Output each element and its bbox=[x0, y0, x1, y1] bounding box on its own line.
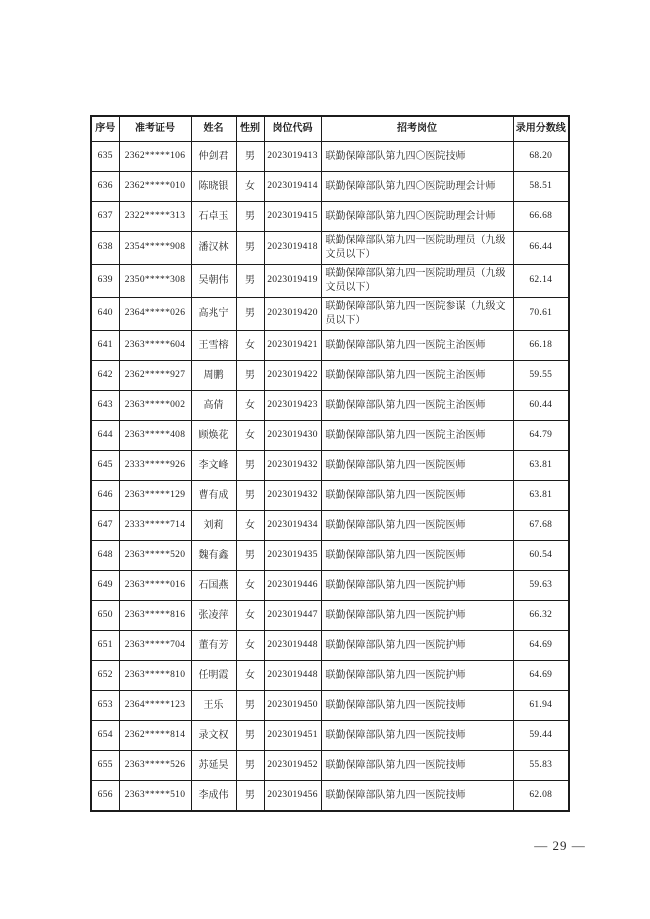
cell-col-admission-id: 2362*****106 bbox=[119, 142, 191, 172]
cell-col-admission-id: 2363*****604 bbox=[119, 331, 191, 361]
cell-col-gender: 女 bbox=[236, 601, 264, 631]
cell-col-name: 曹有成 bbox=[191, 481, 236, 511]
cell-col-name: 高倩 bbox=[191, 391, 236, 421]
cell-col-score: 59.63 bbox=[513, 571, 569, 601]
cell-col-name: 任明霞 bbox=[191, 661, 236, 691]
cell-col-post-title: 联勤保障部队第九四一医院医师 bbox=[321, 451, 513, 481]
cell-col-name: 董有芳 bbox=[191, 631, 236, 661]
table-body bbox=[91, 142, 569, 812]
cell-col-score: 64.79 bbox=[513, 421, 569, 451]
table-row bbox=[91, 202, 569, 232]
cell-col-name: 录文权 bbox=[191, 721, 236, 751]
cell-col-admission-id: 2363*****704 bbox=[119, 631, 191, 661]
cell-col-post-code: 2023019423 bbox=[264, 391, 321, 421]
cell-col-post-title: 联勤保障部队第九四一医院护师 bbox=[321, 601, 513, 631]
cell-col-admission-id: 2363*****002 bbox=[119, 391, 191, 421]
cell-col-gender: 女 bbox=[236, 391, 264, 421]
cell-col-score: 60.44 bbox=[513, 391, 569, 421]
cell-col-gender: 男 bbox=[236, 232, 264, 265]
cell-col-gender: 女 bbox=[236, 421, 264, 451]
table-row bbox=[91, 142, 569, 172]
cell-col-post-title: 联勤保障部队第九四一医院护师 bbox=[321, 661, 513, 691]
table-row bbox=[91, 481, 569, 511]
cell-col-post-code: 2023019448 bbox=[264, 661, 321, 691]
cell-col-post-code: 2023019434 bbox=[264, 511, 321, 541]
cell-col-gender: 男 bbox=[236, 202, 264, 232]
cell-col-post-title: 联勤保障部队第九四一医院助理员（九级文员以下） bbox=[321, 265, 513, 298]
cell-col-index: 655 bbox=[91, 751, 119, 781]
cell-col-post-code: 2023019446 bbox=[264, 571, 321, 601]
header-col-gender: 性别 bbox=[236, 116, 264, 142]
header-col-index: 序号 bbox=[91, 116, 119, 142]
cell-col-index: 646 bbox=[91, 481, 119, 511]
cell-col-index: 640 bbox=[91, 298, 119, 331]
cell-col-index: 654 bbox=[91, 721, 119, 751]
cell-col-post-title: 联勤保障部队第九四一医院医师 bbox=[321, 511, 513, 541]
cell-col-post-code: 2023019452 bbox=[264, 751, 321, 781]
cell-col-score: 66.44 bbox=[513, 232, 569, 265]
cell-col-post-code: 2023019419 bbox=[264, 265, 321, 298]
cell-col-gender: 男 bbox=[236, 691, 264, 721]
cell-col-post-code: 2023019420 bbox=[264, 298, 321, 331]
cell-col-post-code: 2023019456 bbox=[264, 781, 321, 812]
cell-col-index: 650 bbox=[91, 601, 119, 631]
cell-col-post-title: 联勤保障部队第九四一医院助理员（九级文员以下） bbox=[321, 232, 513, 265]
cell-col-post-code: 2023019450 bbox=[264, 691, 321, 721]
table-row bbox=[91, 751, 569, 781]
cell-col-score: 66.68 bbox=[513, 202, 569, 232]
table-row bbox=[91, 721, 569, 751]
cell-col-post-title: 联勤保障部队第九四一医院技师 bbox=[321, 751, 513, 781]
cell-col-index: 637 bbox=[91, 202, 119, 232]
cell-col-post-title: 联勤保障部队第九四一医院技师 bbox=[321, 721, 513, 751]
cell-col-score: 66.18 bbox=[513, 331, 569, 361]
cell-col-index: 656 bbox=[91, 781, 119, 812]
cell-col-admission-id: 2364*****123 bbox=[119, 691, 191, 721]
cell-col-name: 王雪榕 bbox=[191, 331, 236, 361]
table-header-row bbox=[91, 116, 569, 142]
cell-col-admission-id: 2363*****129 bbox=[119, 481, 191, 511]
cell-col-post-code: 2023019432 bbox=[264, 451, 321, 481]
cell-col-admission-id: 2362*****814 bbox=[119, 721, 191, 751]
cell-col-gender: 女 bbox=[236, 571, 264, 601]
cell-col-gender: 女 bbox=[236, 661, 264, 691]
cell-col-post-title: 联勤保障部队第九四一医院护师 bbox=[321, 571, 513, 601]
table-row bbox=[91, 631, 569, 661]
cell-col-score: 68.20 bbox=[513, 142, 569, 172]
cell-col-score: 66.32 bbox=[513, 601, 569, 631]
cell-col-gender: 男 bbox=[236, 265, 264, 298]
table-row bbox=[91, 298, 569, 331]
header-col-post-title: 招考岗位 bbox=[321, 116, 513, 142]
cell-col-score: 63.81 bbox=[513, 451, 569, 481]
cell-col-admission-id: 2362*****927 bbox=[119, 361, 191, 391]
cell-col-score: 58.51 bbox=[513, 172, 569, 202]
recruitment-score-table bbox=[90, 115, 570, 812]
table-row bbox=[91, 541, 569, 571]
cell-col-admission-id: 2364*****026 bbox=[119, 298, 191, 331]
cell-col-index: 636 bbox=[91, 172, 119, 202]
cell-col-post-title: 联勤保障部队第九四一医院技师 bbox=[321, 691, 513, 721]
cell-col-name: 周鹏 bbox=[191, 361, 236, 391]
cell-col-score: 70.61 bbox=[513, 298, 569, 331]
table-row bbox=[91, 571, 569, 601]
cell-col-name: 陈晓银 bbox=[191, 172, 236, 202]
cell-col-admission-id: 2363*****810 bbox=[119, 661, 191, 691]
cell-col-score: 62.08 bbox=[513, 781, 569, 812]
cell-col-gender: 男 bbox=[236, 451, 264, 481]
table-row bbox=[91, 391, 569, 421]
cell-col-admission-id: 2362*****010 bbox=[119, 172, 191, 202]
cell-col-post-title: 联勤保障部队第九四一医院参谋（九级文员以下） bbox=[321, 298, 513, 331]
cell-col-post-title: 联勤保障部队第九四〇医院助理会计师 bbox=[321, 172, 513, 202]
cell-col-score: 61.94 bbox=[513, 691, 569, 721]
cell-col-post-code: 2023019432 bbox=[264, 481, 321, 511]
cell-col-admission-id: 2354*****908 bbox=[119, 232, 191, 265]
cell-col-gender: 女 bbox=[236, 511, 264, 541]
cell-col-index: 641 bbox=[91, 331, 119, 361]
cell-col-name: 魏有鑫 bbox=[191, 541, 236, 571]
cell-col-gender: 女 bbox=[236, 631, 264, 661]
cell-col-admission-id: 2363*****510 bbox=[119, 781, 191, 812]
cell-col-index: 651 bbox=[91, 631, 119, 661]
table-row bbox=[91, 232, 569, 265]
cell-col-name: 张凌萍 bbox=[191, 601, 236, 631]
cell-col-post-code: 2023019413 bbox=[264, 142, 321, 172]
cell-col-name: 顾焕花 bbox=[191, 421, 236, 451]
cell-col-score: 64.69 bbox=[513, 661, 569, 691]
cell-col-score: 67.68 bbox=[513, 511, 569, 541]
cell-col-gender: 男 bbox=[236, 142, 264, 172]
cell-col-gender: 男 bbox=[236, 361, 264, 391]
cell-col-post-title: 联勤保障部队第九四一医院技师 bbox=[321, 781, 513, 812]
table-row bbox=[91, 172, 569, 202]
table-row bbox=[91, 661, 569, 691]
table-row bbox=[91, 511, 569, 541]
cell-col-post-title: 联勤保障部队第九四一医院主治医师 bbox=[321, 391, 513, 421]
cell-col-index: 648 bbox=[91, 541, 119, 571]
cell-col-gender: 男 bbox=[236, 721, 264, 751]
table-row bbox=[91, 331, 569, 361]
header-col-score: 录用分数线 bbox=[513, 116, 569, 142]
cell-col-score: 55.83 bbox=[513, 751, 569, 781]
header-col-name: 姓名 bbox=[191, 116, 236, 142]
cell-col-name: 高兆宁 bbox=[191, 298, 236, 331]
table-row bbox=[91, 691, 569, 721]
cell-col-score: 60.54 bbox=[513, 541, 569, 571]
cell-col-gender: 女 bbox=[236, 331, 264, 361]
cell-col-index: 645 bbox=[91, 451, 119, 481]
cell-col-index: 653 bbox=[91, 691, 119, 721]
cell-col-index: 642 bbox=[91, 361, 119, 391]
header-col-post-code: 岗位代码 bbox=[264, 116, 321, 142]
cell-col-admission-id: 2333*****926 bbox=[119, 451, 191, 481]
cell-col-admission-id: 2350*****308 bbox=[119, 265, 191, 298]
cell-col-post-code: 2023019435 bbox=[264, 541, 321, 571]
cell-col-post-code: 2023019421 bbox=[264, 331, 321, 361]
cell-col-post-title: 联勤保障部队第九四一医院医师 bbox=[321, 481, 513, 511]
cell-col-admission-id: 2363*****016 bbox=[119, 571, 191, 601]
cell-col-name: 李成伟 bbox=[191, 781, 236, 812]
cell-col-name: 王乐 bbox=[191, 691, 236, 721]
cell-col-score: 59.44 bbox=[513, 721, 569, 751]
cell-col-post-title: 联勤保障部队第九四一医院主治医师 bbox=[321, 421, 513, 451]
cell-col-score: 64.69 bbox=[513, 631, 569, 661]
cell-col-post-code: 2023019415 bbox=[264, 202, 321, 232]
page-number: — 29 — bbox=[534, 838, 586, 853]
cell-col-name: 仲剑君 bbox=[191, 142, 236, 172]
cell-col-index: 643 bbox=[91, 391, 119, 421]
table-row bbox=[91, 451, 569, 481]
cell-col-post-code: 2023019414 bbox=[264, 172, 321, 202]
table-row bbox=[91, 361, 569, 391]
table-row bbox=[91, 601, 569, 631]
header-col-admission-id: 准考证号 bbox=[119, 116, 191, 142]
cell-col-post-title: 联勤保障部队第九四一医院主治医师 bbox=[321, 331, 513, 361]
cell-col-post-code: 2023019448 bbox=[264, 631, 321, 661]
cell-col-index: 638 bbox=[91, 232, 119, 265]
table-row bbox=[91, 421, 569, 451]
cell-col-admission-id: 2363*****520 bbox=[119, 541, 191, 571]
cell-col-name: 李文峰 bbox=[191, 451, 236, 481]
cell-col-gender: 男 bbox=[236, 298, 264, 331]
cell-col-index: 652 bbox=[91, 661, 119, 691]
cell-col-index: 647 bbox=[91, 511, 119, 541]
cell-col-admission-id: 2363*****816 bbox=[119, 601, 191, 631]
cell-col-post-title: 联勤保障部队第九四一医院主治医师 bbox=[321, 361, 513, 391]
cell-col-name: 苏延昊 bbox=[191, 751, 236, 781]
cell-col-admission-id: 2333*****714 bbox=[119, 511, 191, 541]
cell-col-post-code: 2023019430 bbox=[264, 421, 321, 451]
cell-col-score: 59.55 bbox=[513, 361, 569, 391]
cell-col-name: 吴朝伟 bbox=[191, 265, 236, 298]
table-row bbox=[91, 781, 569, 812]
cell-col-index: 639 bbox=[91, 265, 119, 298]
cell-col-post-code: 2023019422 bbox=[264, 361, 321, 391]
cell-col-gender: 男 bbox=[236, 481, 264, 511]
cell-col-post-title: 联勤保障部队第九四〇医院技师 bbox=[321, 142, 513, 172]
cell-col-gender: 男 bbox=[236, 781, 264, 812]
cell-col-post-code: 2023019447 bbox=[264, 601, 321, 631]
cell-col-post-code: 2023019418 bbox=[264, 232, 321, 265]
cell-col-admission-id: 2363*****526 bbox=[119, 751, 191, 781]
cell-col-index: 649 bbox=[91, 571, 119, 601]
cell-col-score: 62.14 bbox=[513, 265, 569, 298]
cell-col-post-title: 联勤保障部队第九四一医院护师 bbox=[321, 631, 513, 661]
cell-col-gender: 男 bbox=[236, 541, 264, 571]
cell-col-post-title: 联勤保障部队第九四〇医院助理会计师 bbox=[321, 202, 513, 232]
table-row bbox=[91, 265, 569, 298]
cell-col-score: 63.81 bbox=[513, 481, 569, 511]
cell-col-name: 石卓玉 bbox=[191, 202, 236, 232]
cell-col-post-title: 联勤保障部队第九四一医院医师 bbox=[321, 541, 513, 571]
cell-col-index: 635 bbox=[91, 142, 119, 172]
cell-col-admission-id: 2322*****313 bbox=[119, 202, 191, 232]
cell-col-name: 潘汉林 bbox=[191, 232, 236, 265]
cell-col-gender: 男 bbox=[236, 751, 264, 781]
cell-col-name: 石国燕 bbox=[191, 571, 236, 601]
cell-col-admission-id: 2363*****408 bbox=[119, 421, 191, 451]
cell-col-gender: 女 bbox=[236, 172, 264, 202]
table-header bbox=[91, 116, 569, 142]
cell-col-name: 刘莉 bbox=[191, 511, 236, 541]
cell-col-index: 644 bbox=[91, 421, 119, 451]
cell-col-post-code: 2023019451 bbox=[264, 721, 321, 751]
